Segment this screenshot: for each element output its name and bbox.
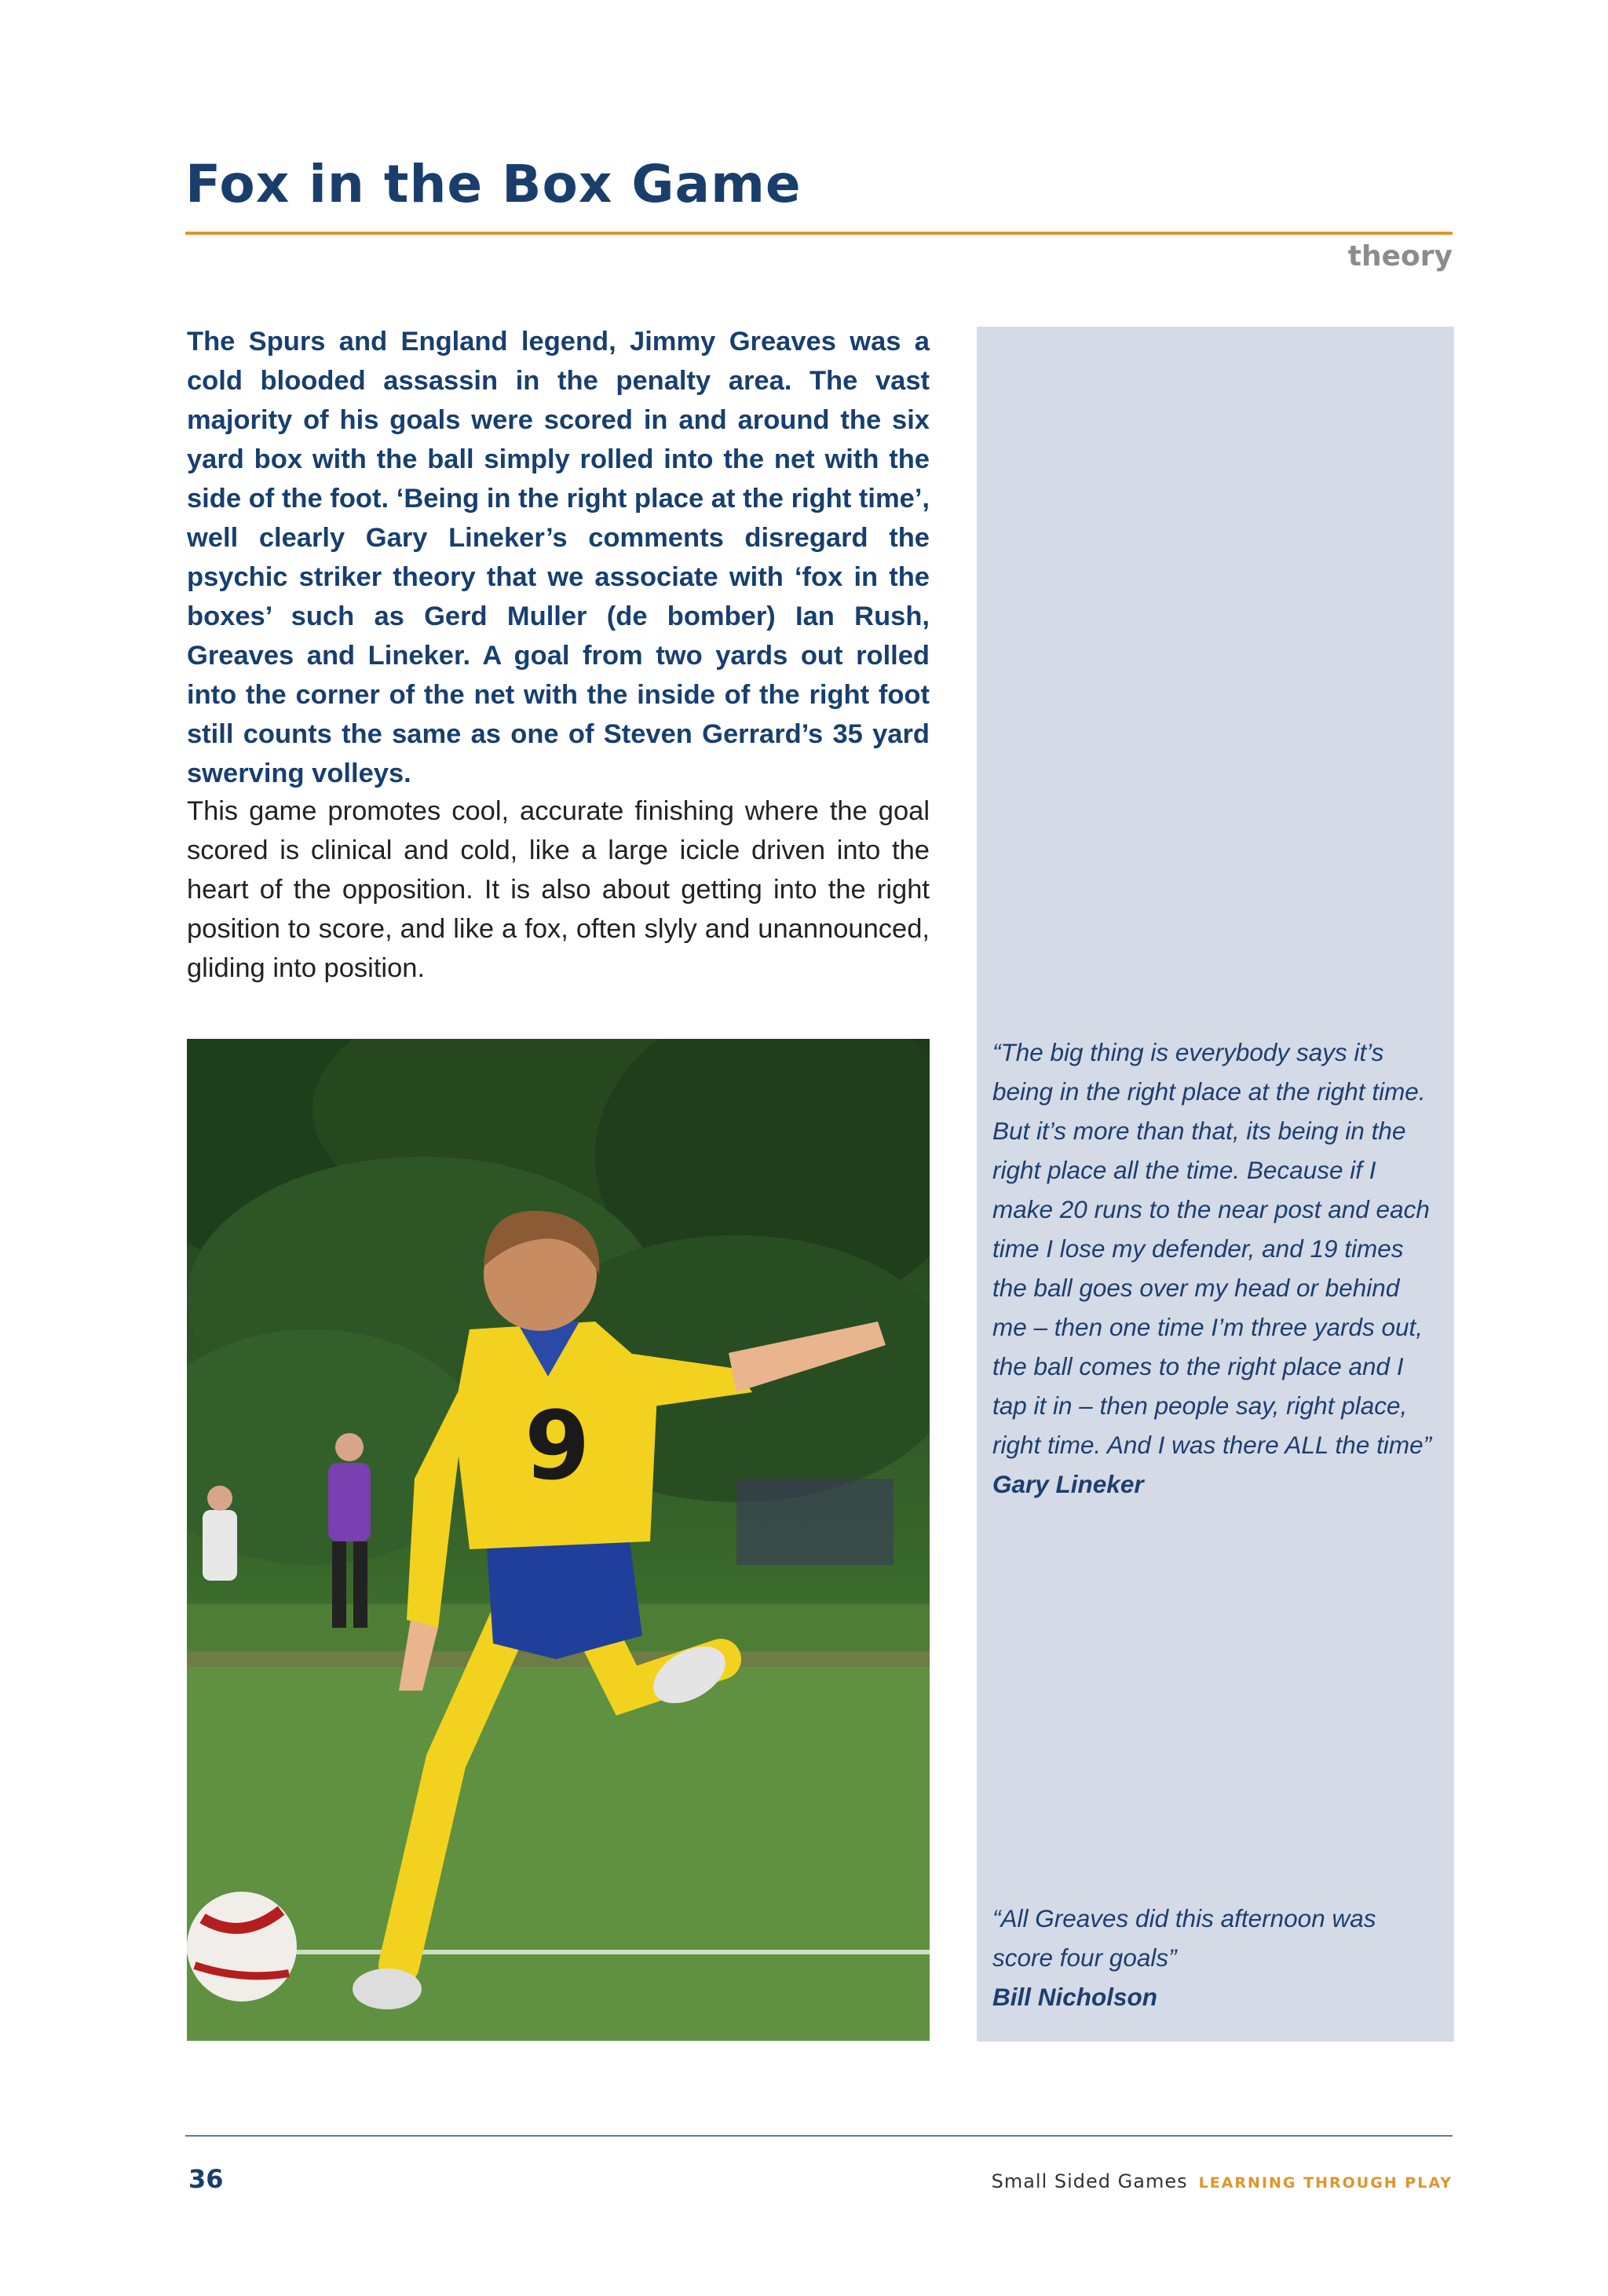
player-kicking-ball-illustration bbox=[187, 1039, 930, 2041]
footer-book-title bbox=[992, 2170, 1453, 2192]
quote-author: Bill Nicholson bbox=[992, 1983, 1158, 2011]
quote-text: “All Greaves did this afternoon was score four goals” bbox=[992, 1904, 1376, 1972]
football-player-photo bbox=[187, 1039, 930, 2041]
page-number: 36 bbox=[188, 2164, 224, 2194]
sidebar-quote-nicholson bbox=[992, 1899, 1440, 2016]
book-title: Small Sided Games bbox=[991, 2170, 1188, 2192]
intro-paragraph: The Spurs and England legend, Jimmy Greaves was a cold blooded assassin in the penalty area. The vast majority of his goals were scored in and around the six yard box with the ball simply rolled into the net with the side of the foot. ‘Being in the right place at the right time’, well clearly Gary Lineker’s comments disregard the psychic striker theory that we associate with ‘fox in the boxes’ such as Gerd Muller (de bomber) Ian Rush, Greaves and Lineker. A goal from two yards out rolled into the corner of the net with the inside of the right foot still counts the same as one of Steven Gerrard’s 35 yard swerving volleys. bbox=[187, 327, 930, 788]
footer-divider bbox=[185, 2135, 1453, 2137]
quote-text: “The big thing is everybody says it’s being in the right place at the right time. But it’s more than that, its being in the right place all the time. Because if I make 20 runs to the near post and each time I lose my defender, and 19 times the ball goes over my head or behind me – then one time I’m three yards out, the ball comes to the right place and I tap it in – then people say, right place, right time. And I was there ALL the time” bbox=[992, 1038, 1432, 1459]
title-divider bbox=[185, 232, 1453, 235]
quote-author: Gary Lineker bbox=[992, 1470, 1144, 1498]
shirt-number: 9 bbox=[524, 1392, 590, 1501]
body-paragraph: This game promotes cool, accurate finishing where the goal scored is clinical and cold, like a large icicle driven into the heart of the opposition. It is also about getting into the right position to score, and like a fox, often slyly and unannounced, gliding into position. bbox=[187, 796, 930, 983]
book-tagline: LEARNING THROUGH PLAY bbox=[1198, 2174, 1453, 2192]
section-label: theory bbox=[1347, 240, 1453, 272]
sidebar-quote-lineker bbox=[992, 1033, 1440, 1504]
page-title: Fox in the Box Game bbox=[185, 154, 802, 214]
